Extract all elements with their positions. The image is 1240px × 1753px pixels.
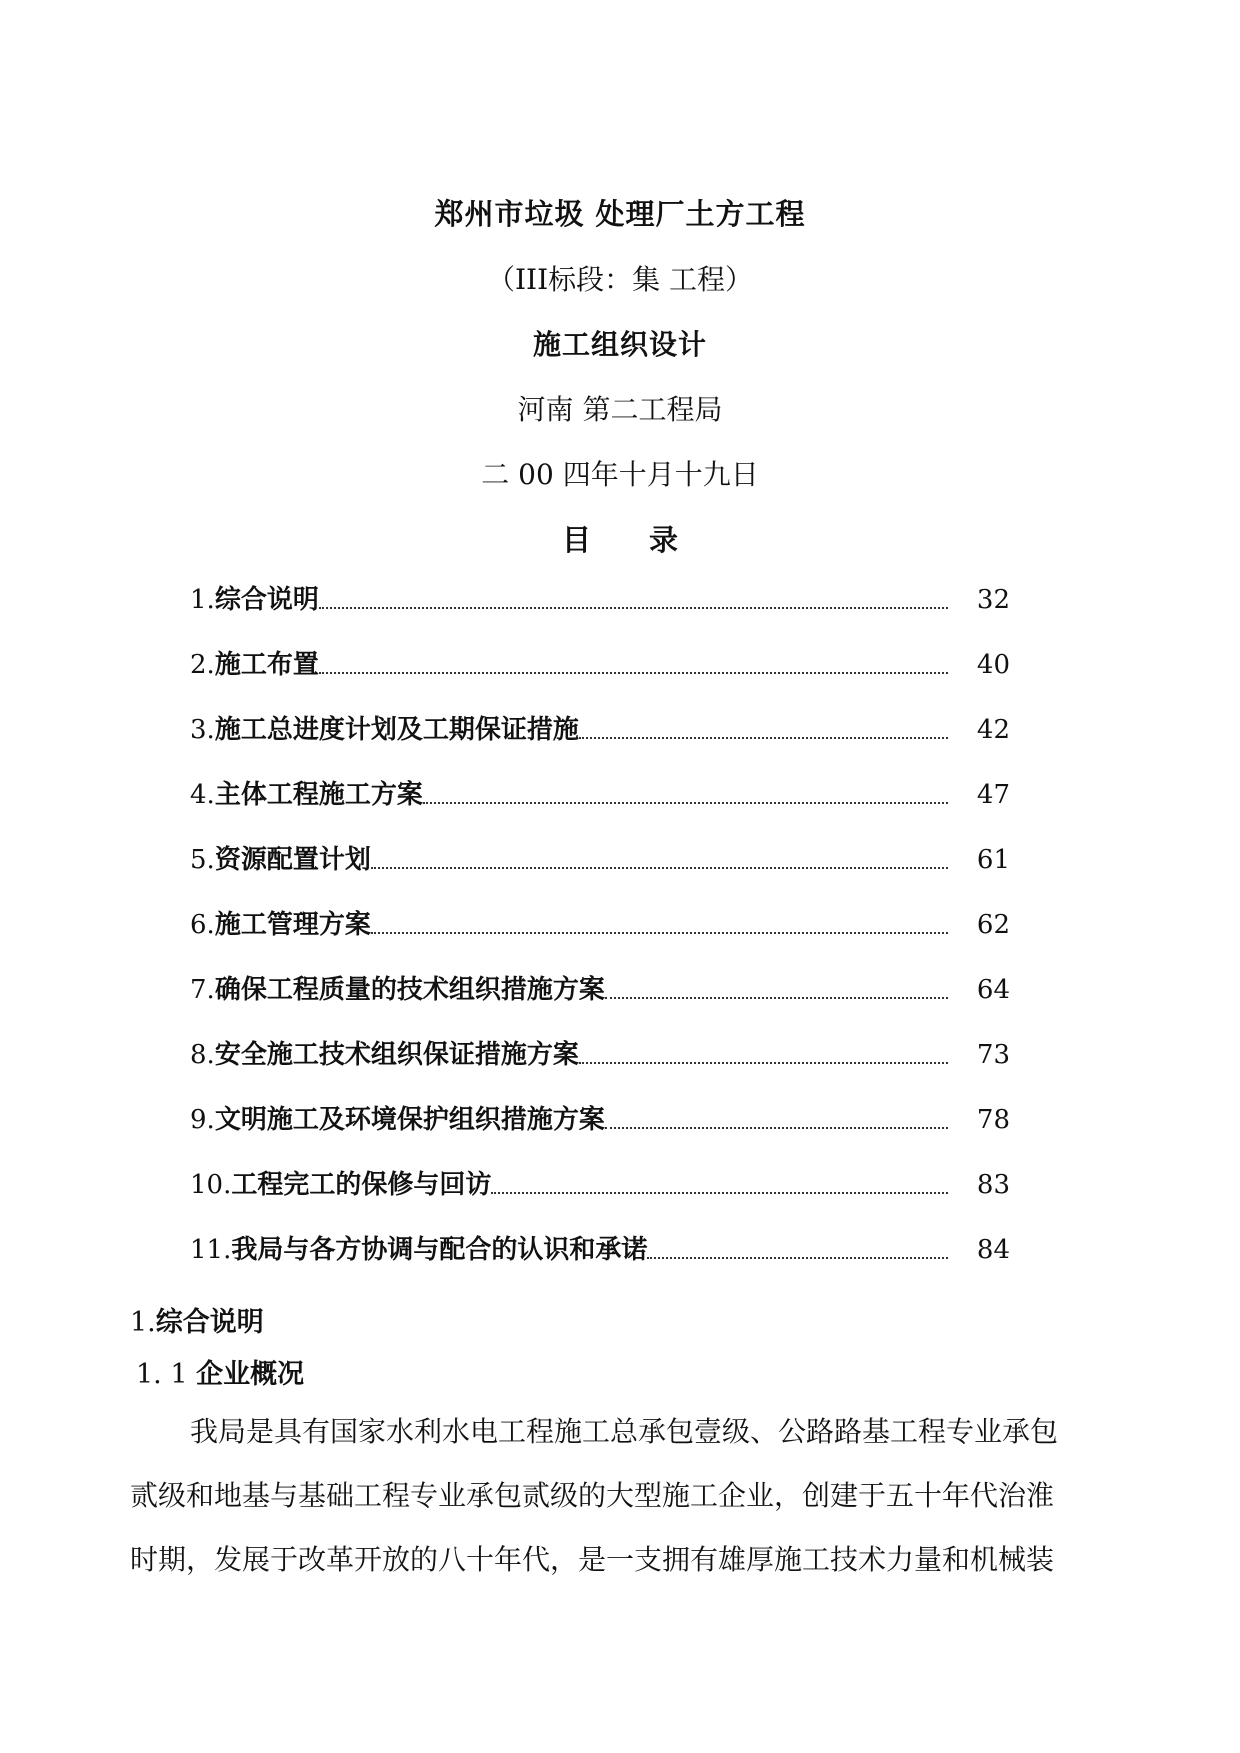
toc-entry-number: 4. xyxy=(190,780,215,810)
toc-entry-page: 47 xyxy=(976,780,1010,810)
toc-heading: 目 录 xyxy=(561,523,678,557)
toc-leader-dots xyxy=(423,802,948,804)
toc-entry[interactable] xyxy=(190,777,1010,842)
toc-entry-page: 62 xyxy=(976,910,1010,940)
toc-entry-title: 安全施工技术组织保证措施方案 xyxy=(214,1040,579,1070)
section-number: 1. xyxy=(130,1307,156,1338)
toc-entry-number: 8. xyxy=(190,1040,215,1070)
subsection-heading xyxy=(136,1352,304,1391)
toc-leader-dots xyxy=(605,1127,948,1129)
toc-entry[interactable] xyxy=(190,907,1010,972)
toc-entry[interactable] xyxy=(190,582,1010,647)
toc-leader-dots xyxy=(579,737,948,739)
toc-entry-title: 主体工程施工方案 xyxy=(214,780,423,810)
toc-entry-title: 我局与各方协调与配合的认识和承诺 xyxy=(231,1235,648,1265)
subsection-number: 1. 1 xyxy=(136,1359,188,1390)
toc-leader-dots xyxy=(319,672,948,674)
toc-entry[interactable] xyxy=(190,1167,1010,1232)
toc-entry-title: 施工管理方案 xyxy=(214,910,371,940)
project-title: 郑州市垃圾 处理厂土方工程 xyxy=(434,197,806,231)
toc-entry[interactable] xyxy=(190,1102,1010,1167)
toc-entry-title: 综合说明 xyxy=(214,585,319,615)
toc-entry[interactable] xyxy=(190,972,1010,1037)
toc-entry-page: 40 xyxy=(976,650,1010,680)
toc-entry-number: 9. xyxy=(190,1105,215,1135)
toc-entry-title: 工程完工的保修与回访 xyxy=(231,1170,492,1200)
toc-entry[interactable] xyxy=(190,842,1010,907)
toc-entry-page: 78 xyxy=(976,1105,1010,1135)
toc-entry-title: 文明施工及环境保护组织措施方案 xyxy=(214,1105,605,1135)
toc-leader-dots xyxy=(491,1192,948,1194)
toc-entry-title: 施工布置 xyxy=(214,650,319,680)
toc-entry-number: 5. xyxy=(190,845,215,875)
toc-leader-dots xyxy=(319,607,948,609)
document-type-title: 施工组织设计 xyxy=(532,328,707,361)
toc-leader-dots xyxy=(371,932,948,934)
toc-entry-page: 83 xyxy=(976,1170,1010,1200)
toc-entry-number: 1. xyxy=(190,585,215,615)
section-title: 综合说明 xyxy=(155,1307,264,1338)
subsection-title: 企业概况 xyxy=(196,1359,305,1390)
toc-entry[interactable] xyxy=(190,712,1010,777)
toc-leader-dots xyxy=(579,1062,948,1064)
toc-entry-number: 2. xyxy=(190,650,215,680)
table-of-contents xyxy=(190,582,1010,1297)
toc-entry-title: 资源配置计划 xyxy=(214,845,371,875)
toc-entry-number: 6. xyxy=(190,910,215,940)
toc-entry[interactable] xyxy=(190,647,1010,712)
toc-entry-page: 32 xyxy=(976,585,1010,615)
toc-leader-dots xyxy=(371,867,948,869)
paragraph-line: 我局是具有国家水利水电工程施工总承包壹级、公路路基工程专业承包 xyxy=(190,1415,1059,1448)
toc-entry-page: 84 xyxy=(976,1235,1010,1265)
toc-entry-title: 施工总进度计划及工期保证措施 xyxy=(214,715,579,745)
toc-entry-number: 7. xyxy=(190,975,215,1005)
toc-entry-page: 64 xyxy=(976,975,1010,1005)
toc-entry-number: 11. xyxy=(190,1235,232,1265)
organization-name: 河南 第二工程局 xyxy=(517,393,723,426)
toc-entry-page: 42 xyxy=(976,715,1010,745)
section-subtitle: （III标段：集 工程） xyxy=(486,263,754,296)
section-heading xyxy=(130,1300,264,1339)
toc-leader-dots xyxy=(605,997,948,999)
toc-entry-number: 3. xyxy=(190,715,215,745)
paragraph-line: 贰级和地基与基础工程专业承包贰级的大型施工企业，创建于五十年代治淮 xyxy=(130,1479,1055,1512)
document-date: 二 00 四年十月十九日 xyxy=(481,458,759,491)
paragraph-line: 时期，发展于改革开放的八十年代，是一支拥有雄厚施工技术力量和机械装 xyxy=(130,1543,1055,1576)
toc-entry-number: 10. xyxy=(190,1170,232,1200)
toc-entry[interactable] xyxy=(190,1037,1010,1102)
toc-entry[interactable] xyxy=(190,1232,1010,1297)
toc-entry-page: 73 xyxy=(976,1040,1010,1070)
toc-entry-title: 确保工程质量的技术组织措施方案 xyxy=(214,975,605,1005)
toc-leader-dots xyxy=(647,1257,948,1259)
toc-entry-page: 61 xyxy=(976,845,1010,875)
